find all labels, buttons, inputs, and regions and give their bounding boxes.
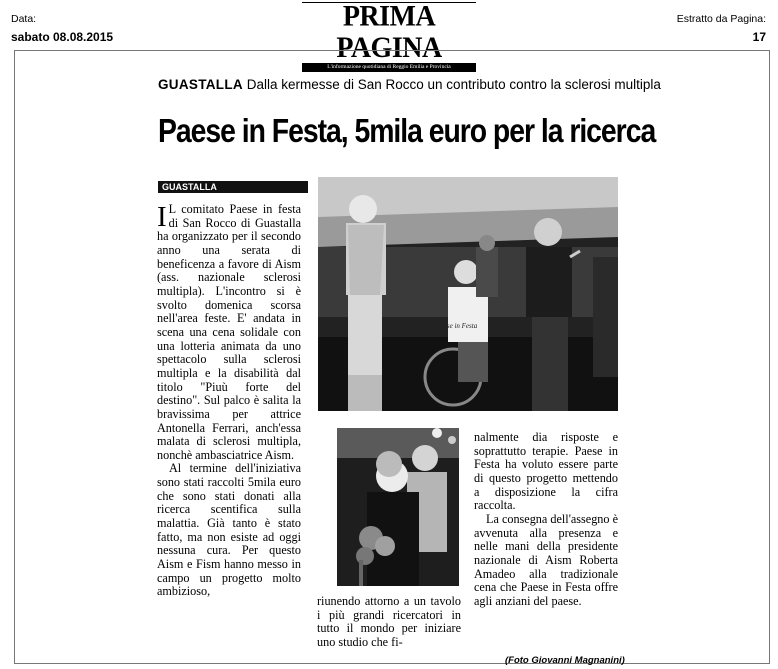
col1-paragraph-1: L comitato Paese in festa di San Rocco di Guastalla ha organizzato per il secondo anno una serata di beneficenza a favore di Aism (ass. nazionale sclerosi multipla). L'incontro si è svolto domenica scorsa nell'area feste. E' andata in scena una cena solidale con una lotteria animata da uno spettacolo sulla sclerosi multipla e la disabilità dal titolo "Piuù forte del destino". Sul palco è salita la bravissima per attrice Antonella Ferrari, anch'essa malata di sclerosi multipla, nonchè ambasciatrice Aism. <box>157 202 301 462</box>
col2-paragraph-1: riunendo attorno a un tavolo i più grandi ricercatori in tutto il mondo per iniziare uno studio che fi- <box>317 594 461 649</box>
article-kicker <box>158 77 661 92</box>
kicker-place: GUASTALLA <box>158 77 243 92</box>
logo-tagline: L'informazione quotidiana di Reggio Emilia e Provincia <box>302 63 476 72</box>
photo-credit: (Foto Giovanni Magnanini) <box>505 655 625 666</box>
section-label: GUASTALLA <box>158 181 308 193</box>
col1-paragraph-2: Al termine dell'iniziativa sono stati raccolti 5mila euro che sono stati donati alla ricerca scentifica sulla malattia. Già tanto è stato fatto, ma non esiste ad oggi nessuna cura. Per questo Aism e Fism hanno messo in campo un progetto molto ambizioso, <box>157 461 301 599</box>
date-label: Data: <box>11 13 37 25</box>
article-column-1 <box>157 203 301 599</box>
event-photo-stage <box>318 177 618 411</box>
col3-paragraph-2: La consegna dell'assegno è avvenuta alla presenza e nelle mani della presidente nazionale di Aism Roberta Amadeo alla tradizionale cena che Paese in Festa offre agli anziani del paese. <box>474 511 618 608</box>
drop-cap: I <box>157 201 167 233</box>
event-photo-cheque <box>337 428 459 586</box>
article-column-2 <box>317 595 461 650</box>
article-column-3 <box>474 431 618 609</box>
date-value: sabato 08.08.2015 <box>11 30 114 44</box>
cheque-photo-graphic <box>337 428 459 586</box>
col3-paragraph-1: nalmente dia risposte e soprattutto terapie. Paese in Festa ha voluto essere parte di questo progetto mettendo a disposizione la cifra raccolta. <box>474 430 618 513</box>
headline: Paese in Festa, 5mila euro per la ricerca <box>158 112 656 149</box>
extract-label: Estratto da Pagina: <box>676 13 766 25</box>
stage-photo-graphic <box>318 177 618 411</box>
shirt-caption-1: Paese in Festa <box>436 322 478 330</box>
logo-name: PRIMA PAGINA <box>336 0 442 65</box>
kicker-text: Dalla kermesse di San Rocco un contributo contro la sclerosi multipla <box>246 77 661 92</box>
page-number: 17 <box>752 30 766 44</box>
